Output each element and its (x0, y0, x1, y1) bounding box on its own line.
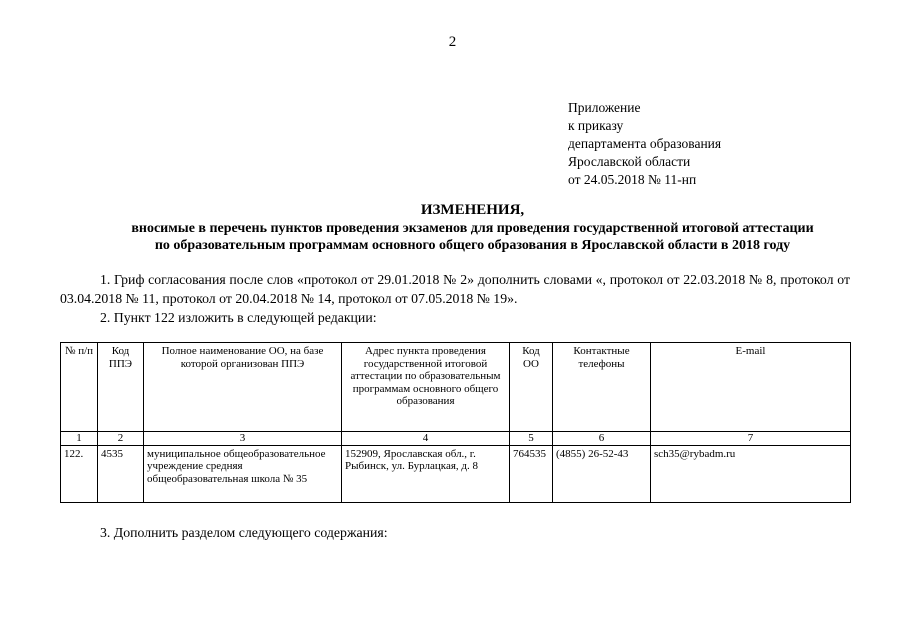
appendix-block (568, 99, 721, 189)
cell-oo-code: 764535 (510, 445, 553, 502)
header-cell-org-name: Полное наименование ОО, на базе которой организован ППЭ (144, 343, 342, 432)
appendix-line: к приказу (568, 118, 624, 133)
column-number: 6 (553, 432, 651, 446)
header-cell-oo-code: Код ОО (510, 343, 553, 432)
column-number: 7 (651, 432, 851, 446)
column-number-row (61, 432, 851, 446)
column-number: 2 (98, 432, 144, 446)
header-cell-num: № п/п (61, 343, 98, 432)
paragraph-1: 1. Гриф согласования после слов «протокол от 29.01.2018 № 2» дополнить словами «, протокол от 22.03.2018 № 8, протокол от 03.04.2018 № 11, протокол от 20.04.2018 № 14, протокол от 07.05.2018 № 19». (60, 272, 850, 306)
heading-line: по образовательным программам основного общего образования в Ярославской области в 2018 году (154, 238, 791, 253)
cell-email: sch35@rybadm.ru (651, 445, 851, 502)
column-number: 1 (61, 432, 98, 446)
cell-ppe-code: 4535 (98, 445, 144, 502)
amendment-table (60, 342, 851, 503)
header-cell-address: Адрес пункта проведения государственной итоговой аттестации по образовательным программам основного общего образования (342, 343, 510, 432)
paragraph-2: 2. Пункт 122 изложить в следующей редакции: (100, 310, 377, 325)
cell-phone: (4855) 26-52-43 (553, 445, 651, 502)
heading-title: ИЗМЕНЕНИЯ, (420, 202, 525, 218)
paragraph-3: 3. Дополнить разделом следующего содержания: (100, 525, 388, 540)
table-header-row (61, 343, 851, 432)
header-cell-email: E-mail (651, 343, 851, 432)
header-cell-ppe-code: Код ППЭ (98, 343, 144, 432)
cell-num: 122. (61, 445, 98, 502)
page-number: 2 (448, 34, 457, 50)
header-cell-phones: Контактные телефоны (553, 343, 651, 432)
cell-address: 152909, Ярославская обл., г. Рыбинск, ул. Бурлацкая, д. 8 (342, 445, 510, 502)
appendix-line: Ярославской области (568, 154, 691, 169)
document-heading (40, 202, 905, 255)
body-text (60, 270, 850, 327)
column-number: 4 (342, 432, 510, 446)
appendix-line: департамента образования (568, 136, 722, 151)
table-row (61, 445, 851, 502)
heading-line: вносимые в перечень пунктов проведения экзаменов для проведения государственной итоговой аттестации (131, 220, 814, 236)
column-number: 5 (510, 432, 553, 446)
cell-org-name: муниципальное общеобразовательное учреждение средняя общеобразовательная школа № 35 (144, 445, 342, 502)
appendix-line: от 24.05.2018 № 11-нп (568, 172, 697, 187)
column-number: 3 (144, 432, 342, 446)
appendix-line: Приложение (568, 100, 641, 115)
